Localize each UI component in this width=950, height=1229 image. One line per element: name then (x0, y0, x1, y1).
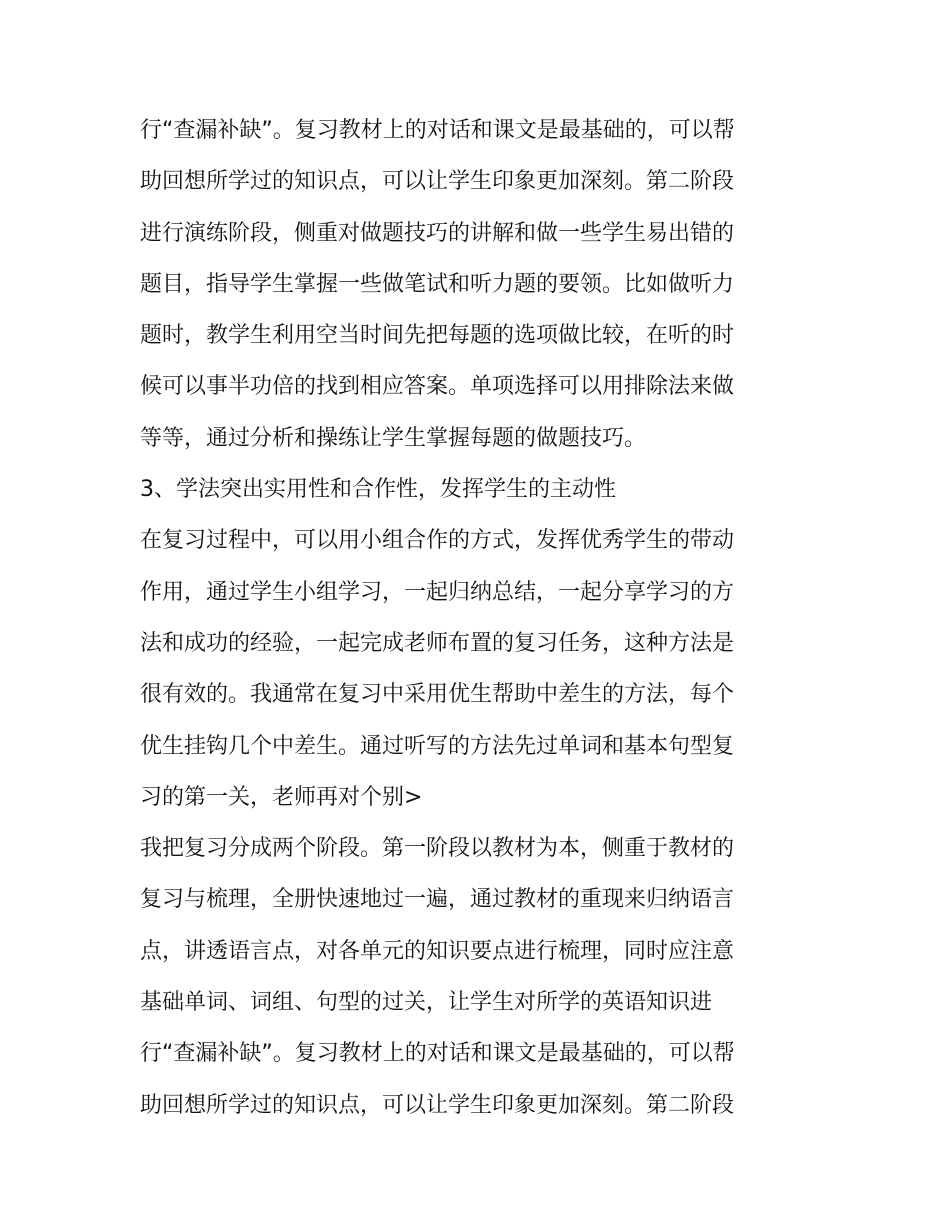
text-line: 在复习过程中，可以用小组合作的方式，发挥优秀学生的带动 (140, 528, 735, 554)
text-line: 我把复习分成两个阶段。第一阶段以教材为本，侧重于教材的 (140, 836, 735, 862)
body-text (140, 105, 820, 1131)
text-line: 行“查漏补缺”。复习教材上的对话和课文是最基础的，可以帮 (140, 118, 735, 143)
text-line: 题时，教学生利用空当时间先把每题的选项做比较，在听的时 (140, 323, 735, 349)
text-line: 复习与梳理，全册快速地过一遍，通过教材的重现来归纳语言 (140, 887, 735, 913)
text-line: 进行演练阶段，侧重对做题技巧的讲解和做一些学生易出错的 (140, 220, 735, 246)
text-line: 法和成功的经验，一起完成老师布置的复习任务，这种方法是 (140, 630, 735, 656)
text-line: 作用，通过学生小组学习，一起归纳总结，一起分享学习的方 (140, 579, 735, 605)
text-line: 优生挂钩几个中差生。通过听写的方法先过单词和基本句型复 (140, 733, 735, 759)
text-line: 基础单词、词组、句型的过关，让学生对所学的英语知识进 (140, 990, 713, 1016)
section-heading: 3、学法突出实用性和合作性，发挥学生的主动性 (140, 477, 616, 503)
text-line: 助回想所学过的知识点，可以让学生印象更加深刻。第二阶段 (140, 1092, 735, 1118)
text-line: 习的第一关，老师再对个别> (140, 784, 423, 810)
text-line: 助回想所学过的知识点，可以让学生印象更加深刻。第二阶段 (140, 169, 735, 195)
text-line: 很有效的。我通常在复习中采用优生帮助中差生的方法，每个 (140, 682, 735, 708)
text-line: 题目，指导学生掌握一些做笔试和听力题的要领。比如做听力 (140, 271, 735, 297)
text-line: 候可以事半功倍的找到相应答案。单项选择可以用排除法来做 (140, 374, 735, 400)
text-line: 点，讲透语言点，对各单元的知识要点进行梳理，同时应注意 (140, 938, 735, 964)
text-line: 等等，通过分析和操练让学生掌握每题的做题技巧。 (140, 425, 647, 451)
text-line: 行“查漏补缺”。复习教材上的对话和课文是最基础的，可以帮 (140, 1041, 735, 1067)
